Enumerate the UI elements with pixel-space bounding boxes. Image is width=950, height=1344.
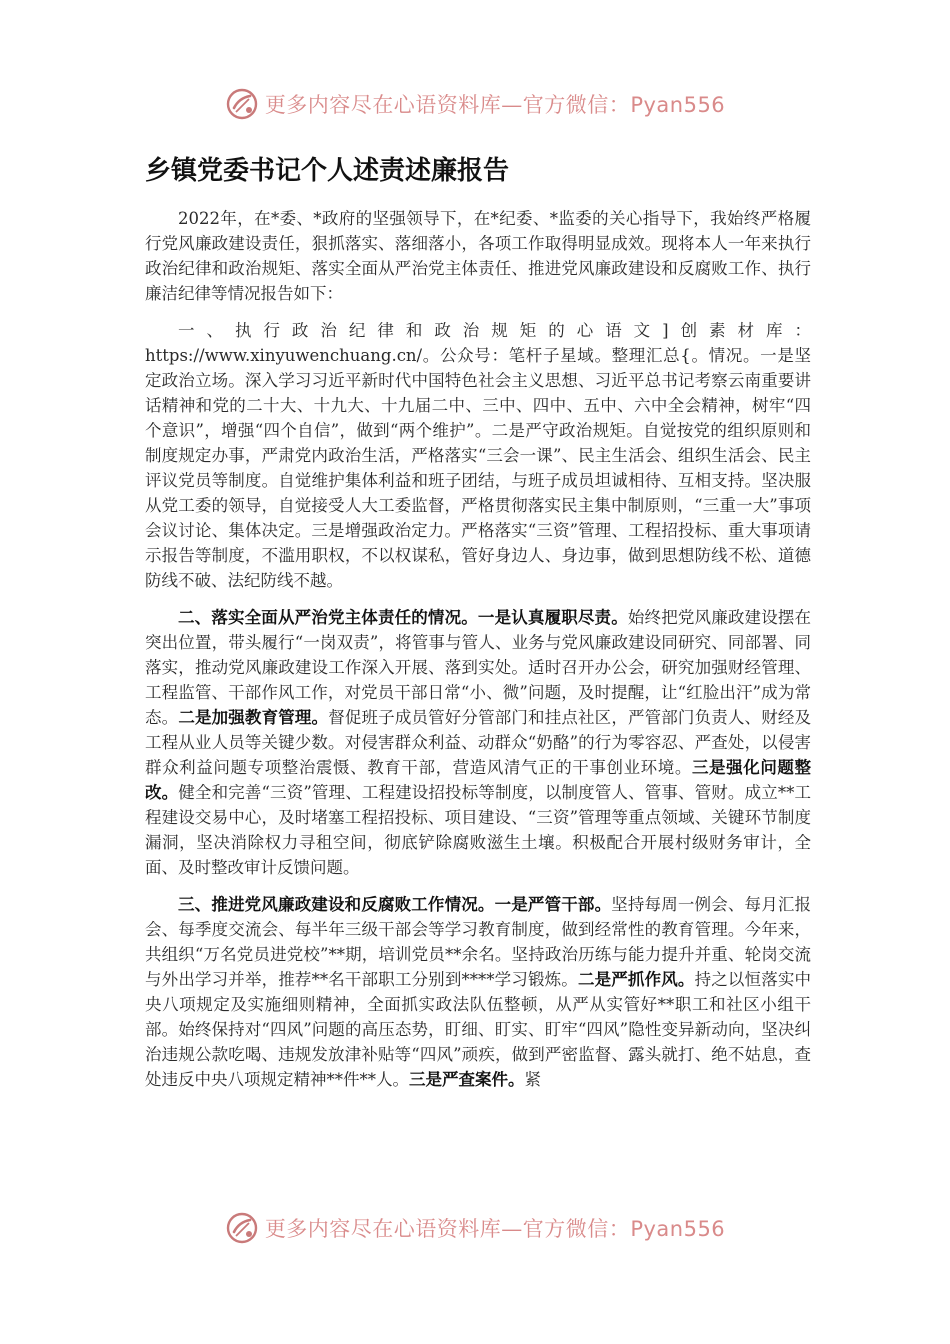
paragraph-section-2: [145, 605, 811, 880]
section-3-heading: 三、推进党风廉政建设和反腐败工作情况。: [178, 895, 495, 914]
banner-text: 更多内容尽在心语资料库—官方微信：Pyan556: [264, 93, 726, 117]
footer-banner: [0, 1208, 950, 1248]
document-title: 乡镇党委书记个人述责述廉报告: [145, 156, 510, 186]
section-2-heading: 二、落实全面从严治党主体责任的情况。: [178, 608, 478, 627]
header-banner: [0, 84, 950, 124]
section-2-sub2-text: 督促班子成员管好分管部门和挂点社区，严管部门负责人、财经及工程从业人员等关键少数。对侵害群众利益、动群众“奶酪”的行为零容忍、严查处，以侵害群众利益问题专项整治震慑、教育干部，营造风清气正的干事创业环境。: [145, 708, 812, 777]
section-3-sub3-heading: 三是严查案件。: [409, 1070, 525, 1089]
wechat-id: Pyan556: [630, 1217, 726, 1241]
section-3-sub1-text: 坚持每周一例会、每月汇报会、每季度交流会、每半年三级干部会等学习教育制度，做到经常性的教育管理。今年来，共组织“万名党员进党校”**期，培训党员**余名。坚持政治历练与能力提升并重、轮岗交流与外出学习并举，推荐**名干部职工分别到****学习锻炼。: [145, 895, 812, 989]
section-2-sub1-heading: 一是认真履职尽责。: [477, 608, 628, 627]
paragraph-intro: 2022年，在*委、*政府的坚强领导下，在*纪委、*监委的关心指导下，我始终严格履行党风廉政建设责任，狠抓落实、落细落小，各项工作取得明显成效。现将本人一年来执行政治纪律和政治规矩、落实全面从严治党主体责任、推进党风廉政建设和反腐败工作、执行廉洁纪律等情况报告如下：: [145, 209, 811, 303]
logo-icon: [225, 87, 259, 121]
section-3-sub2-text: 持之以恒落实中央八项规定及实施细则精神，全面抓实政法队伍整顿，从严从实管好**职工和社区小组干部。始终保持对“四风”问题的高压态势，盯细、盯实、盯牢“四风”隐性变异新动向，坚决纠治违规公款吃喝、违规发放津补贴等“四风”顽疾，做到严密监督、露头就打、绝不姑息，查处违反中央八项规定精神**件**人。: [145, 970, 812, 1089]
section-3-sub1-heading: 一是严管干部。: [494, 895, 612, 914]
wechat-id: Pyan556: [630, 93, 726, 117]
paragraph-section-1: 一、执行政治纪律和政治规矩的心语文]创素材库：https://www.xinyuwenchuang.cn/。公众号：笔杆子星域。整理汇总{。情况。一是坚定政治立场。深入学习习近平新时代中国特色社会主义思想、习近平总书记考察云南重要讲话精神和党的二十大、十九大、十九届二中、三中、四中、五中、六中全会精神，树牢“四个意识”，增强“四个自信”，做到“两个维护”。二是严守政治规矩。自觉按党的组织原则和制度规定办事，严肃党内政治生活，严格落实“三会一课”、民主生活会、组织生活会、民主评议党员等制度。自觉维护集体利益和班子团结，与班子成员坦诚相待、互相支持。坚决服从党工委的领导，自觉接受人大工委监督，严格贯彻落实民主集中制原则，“三重一大”事项会议讨论、集体决定。三是增强政治定力。严格落实“三资”管理、工程招投标、重大事项请示报告等制度，不滥用职权，不以权谋私，管好身边人、身边事，做到思想防线不松、道德防线不破、法纪防线不越。: [145, 321, 811, 590]
document-body: [145, 206, 811, 1092]
section-3-sub3-text: 紧: [524, 1070, 541, 1089]
paragraph-section-3: [145, 892, 811, 1092]
section-2-sub3-heading: 三是强化问题整改。: [145, 758, 812, 802]
section-2-sub2-heading: 二是加强教育管理。: [178, 708, 329, 727]
section-2-sub3-text: 健全和完善“三资”管理、工程建设招投标等制度，以制度管人、管事、管财。成立**工程建设交易中心，及时堵塞工程招投标、项目建设、“三资”管理等重点领域、关键环节制度漏洞，坚决消除权力寻租空间，彻底铲除腐败滋生土壤。积极配合开展村级财务审计，全面、及时整改审计反馈问题。: [145, 783, 811, 877]
section-3-sub2-heading: 二是严抓作风。: [577, 970, 695, 989]
section-2-sub1-text: 始终把党风廉政建设摆在突出位置，带头履行“一岗双责”，将管事与管人、业务与党风廉政建设同研究、同部署、同落实，推动党风廉政建设工作深入开展、落到实处。适时召开办公会，研究加强财经管理、工程监管、干部作风工作，对党员干部日常“小、微”问题，及时提醒，让“红脸出汗”成为常态。: [145, 608, 812, 727]
banner-text: 更多内容尽在心语资料库—官方微信：Pyan556: [264, 1217, 726, 1241]
logo-icon: [225, 1211, 259, 1245]
